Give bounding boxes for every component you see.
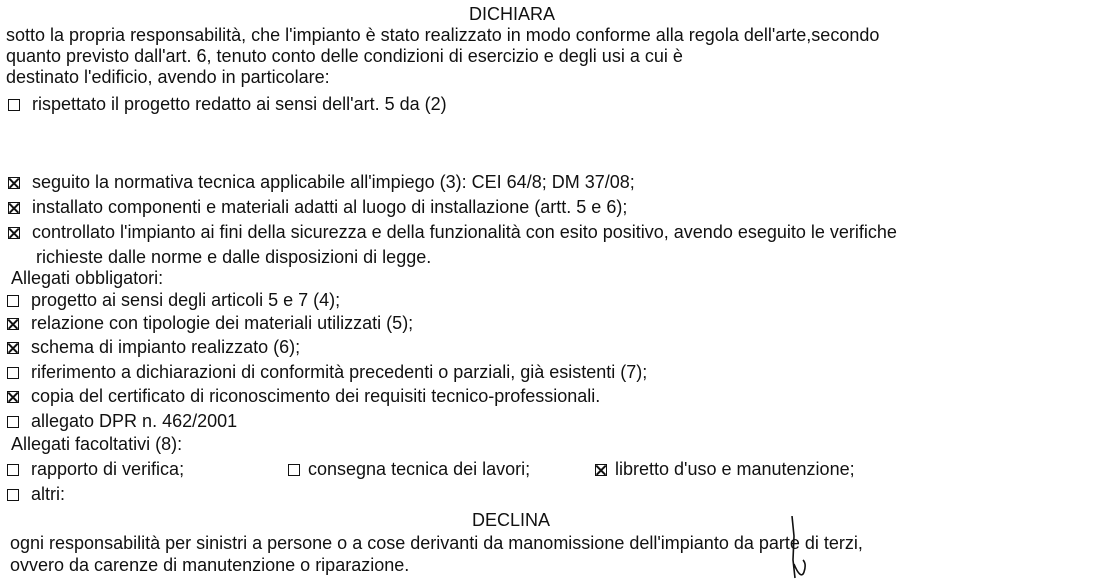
declaration-checkbox[interactable] [8,202,20,214]
facoltativo-label: altri: [31,484,66,504]
facoltativo-checkbox[interactable] [595,464,607,476]
facoltativo-item [595,459,855,479]
allegato-checkbox[interactable] [7,416,19,428]
facoltativo-checkbox[interactable] [288,464,300,476]
declaration-label: controllato l'impianto ai fini della sicurezza e della funzionalità con esito positivo, avendo eseguito le verifiche [32,222,897,242]
allegato-label: schema di impianto realizzato (6); [31,337,301,357]
facoltativo-label: libretto d'uso e manutenzione; [615,459,855,479]
facoltativo-item [7,459,184,479]
allegato-item [7,313,413,333]
declaration-label: installato componenti e materiali adatti al luogo di installazione (artt. 5 e 6); [32,197,628,217]
declaration-label: seguito la normativa tecnica applicabile all'impiego (3): CEI 64/8; DM 37/08; [32,172,635,192]
allegato-item [7,362,647,382]
allegato-checkbox[interactable] [7,367,19,379]
allegato-item [7,337,300,357]
allegato-item [7,411,237,431]
facoltativo-label: rapporto di verifica; [31,459,185,479]
declaration-label: rispettato il progetto redatto ai sensi dell'art. 5 da (2) [32,94,447,114]
allegato-label: allegato DPR n. 462/2001 [31,411,238,431]
facoltativo-label: consegna tecnica dei lavori; [308,459,531,479]
allegato-checkbox[interactable] [7,318,19,330]
facoltativo-item [7,484,65,504]
heading-dichiara: DICHIARA [469,4,556,24]
declaration-label-continuation: richieste dalle norme e dalle disposizioni di legge. [36,247,432,267]
allegato-checkbox[interactable] [7,342,19,354]
intro-line-1: sotto la propria responsabilità, che l'impianto è stato realizzato in modo conforme alla regola dell'arte,secondo [6,25,880,45]
facoltativo-checkbox[interactable] [7,489,19,501]
intro-line-2: quanto previsto dall'art. 6, tenuto conto delle condizioni di esercizio e degli usi a cui è [6,46,683,66]
allegato-item [7,290,340,310]
declaration-item [8,94,447,114]
declina-line-1: ogni responsabilità per sinistri a persone o a cose derivanti da manomissione dell'impianto da parte di terzi, [10,533,863,553]
allegati-obbligatori-title: Allegati obbligatori: [11,268,164,288]
allegato-checkbox[interactable] [7,391,19,403]
allegato-label: relazione con tipologie dei materiali utilizzati (5); [31,313,414,333]
heading-declina: DECLINA [472,510,551,530]
facoltativo-item [288,459,530,479]
signature-stroke [786,516,816,582]
declina-line-2: ovvero da carenze di manutenzione o riparazione. [10,555,410,575]
allegati-facoltativi-title: Allegati facoltativi (8): [11,434,183,454]
allegato-checkbox[interactable] [7,295,19,307]
allegato-item [7,386,600,406]
declaration-item [8,222,897,242]
declaration-item [8,172,635,192]
facoltativo-checkbox[interactable] [7,464,19,476]
declaration-checkbox[interactable] [8,99,20,111]
declaration-item [8,197,627,217]
allegato-label: copia del certificato di riconoscimento dei requisiti tecnico-professionali. [31,386,601,406]
allegato-label: riferimento a dichiarazioni di conformità precedenti o parziali, già esistenti (7); [31,362,648,382]
declaration-checkbox[interactable] [8,227,20,239]
declaration-checkbox[interactable] [8,177,20,189]
allegato-label: progetto ai sensi degli articoli 5 e 7 (4); [31,290,341,310]
intro-line-3: destinato l'edificio, avendo in particolare: [6,67,330,87]
